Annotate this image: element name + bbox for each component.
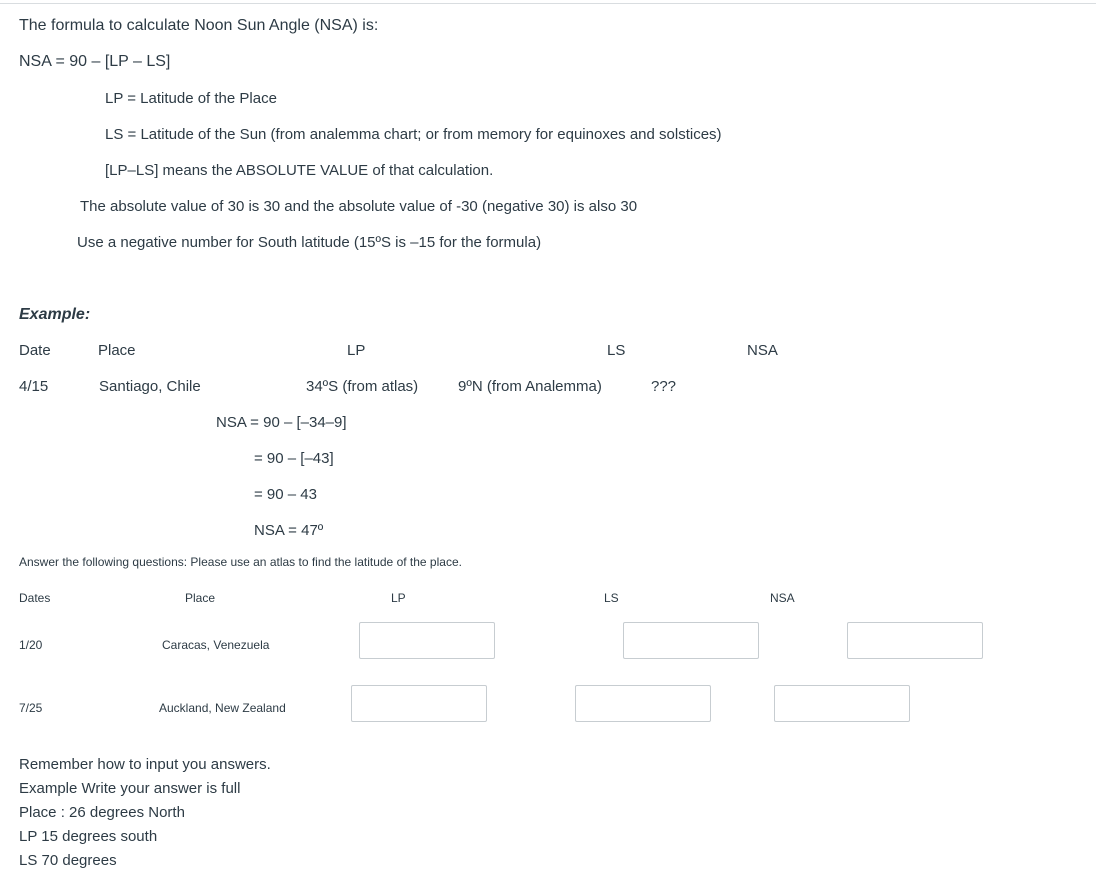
questions-instruction: Answer the following questions: Please use an atlas to find the latitude of the place.: [19, 555, 462, 569]
example-ls: 9ºN (from Analemma): [458, 378, 602, 395]
reminder-line-1: Remember how to input you answers.: [19, 756, 271, 773]
example-lp: 34ºS (from atlas): [306, 378, 419, 395]
row-2-lp-input[interactable]: [351, 685, 487, 722]
example-header-place: Place: [98, 342, 136, 359]
example-heading: Example:: [19, 306, 91, 323]
absolute-value-definition: [LP–LS] means the ABSOLUTE VALUE of that calculation.: [105, 162, 494, 179]
reminder-line-4: LP 15 degrees south: [19, 828, 158, 845]
formula: NSA = 90 – [LP – LS]: [19, 53, 171, 70]
intro-text: The formula to calculate Noon Sun Angle (NSA) is:: [19, 17, 379, 34]
questions-header-lp: LP: [391, 591, 406, 605]
reminder-line-5: LS 70 degrees: [19, 852, 117, 869]
reminder-line-3: Place : 26 degrees North: [19, 804, 185, 821]
lp-definition: LP = Latitude of the Place: [105, 90, 277, 107]
questions-header-nsa: NSA: [770, 591, 795, 605]
example-header-nsa: NSA: [747, 342, 778, 359]
example-header-lp: LP: [347, 342, 366, 359]
south-latitude-note: Use a negative number for South latitude (15ºS is –15 for the formula): [77, 234, 542, 251]
row-1-place: Caracas, Venezuela: [162, 638, 270, 652]
row-2-ls-input[interactable]: [575, 685, 711, 722]
row-1-ls-input[interactable]: [623, 622, 759, 659]
questions-header-place: Place: [185, 591, 216, 605]
example-header-ls: LS: [607, 342, 626, 359]
absolute-value-example: The absolute value of 30 is 30 and the absolute value of -30 (negative 30) is also 30: [80, 198, 638, 215]
row-1-date: 1/20: [19, 638, 43, 652]
row-2-date: 7/25: [19, 701, 43, 715]
reminder-line-2: Example Write your answer is full: [19, 780, 241, 797]
top-divider: [0, 3, 1096, 4]
questions-header-dates: Dates: [19, 591, 51, 605]
example-step-3: = 90 – 43: [254, 486, 317, 503]
row-1-lp-input[interactable]: [359, 622, 495, 659]
example-step-1: NSA = 90 – [–34–9]: [216, 414, 347, 431]
example-header-date: Date: [19, 342, 51, 359]
row-2-nsa-input[interactable]: [774, 685, 910, 722]
ls-definition: LS = Latitude of the Sun (from analemma chart; or from memory for equinoxes and solstices): [105, 126, 722, 143]
example-date: 4/15: [19, 378, 49, 395]
example-place: Santiago, Chile: [99, 378, 201, 395]
example-step-4: NSA = 47º: [254, 522, 324, 539]
questions-header-ls: LS: [604, 591, 619, 605]
example-nsa: ???: [651, 378, 677, 395]
example-step-2: = 90 – [–43]: [254, 450, 334, 467]
row-1-nsa-input[interactable]: [847, 622, 983, 659]
row-2-place: Auckland, New Zealand: [159, 701, 286, 715]
